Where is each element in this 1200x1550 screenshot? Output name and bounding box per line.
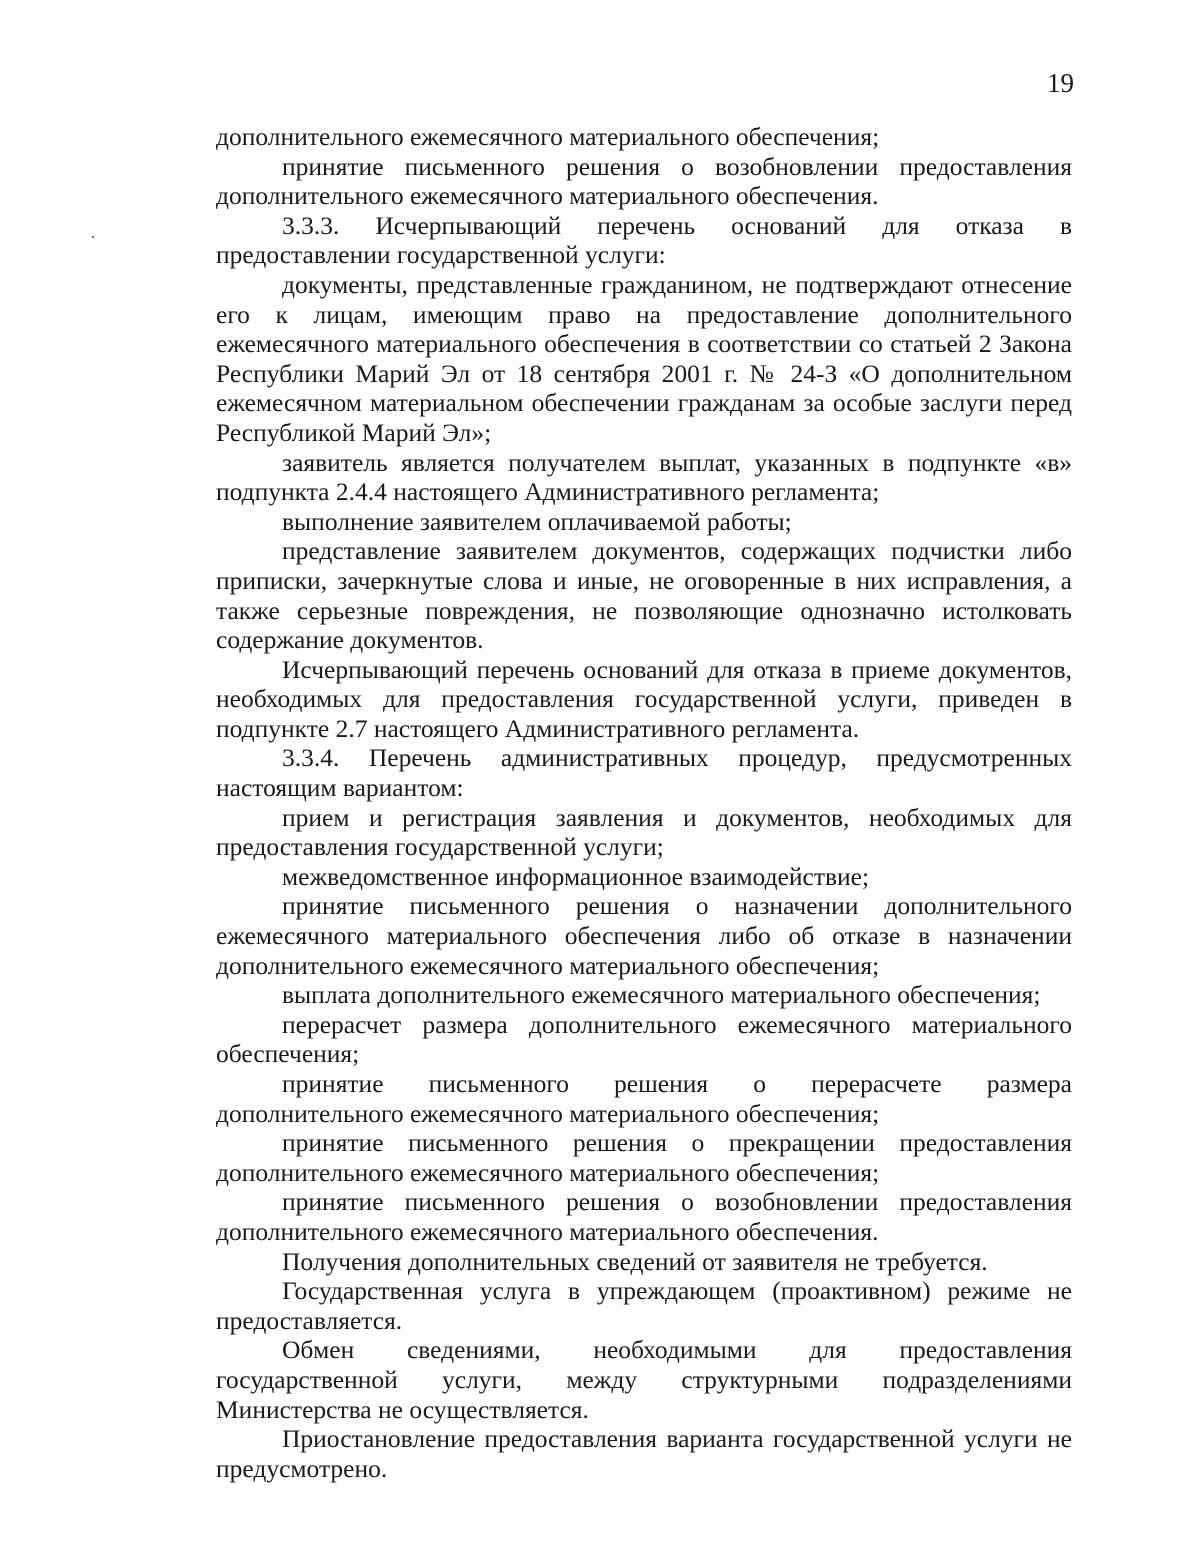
paragraph: представление заявителем документов, содержащих подчистки либо приписки, зачеркнутые слова и иные, не оговоренные в них исправления, а также серьезные повреждения, не позволяющие однозначно истолковать содержание документов. <box>216 536 1072 655</box>
scan-speck <box>92 236 94 238</box>
paragraph: документы, представленные гражданином, не подтверждают отнесение его к лицам, имеющим право на предоставление дополнительного ежемесячного материального обеспечения в соответствии со статьей 2 Закона Республики Марий Эл от 18 сентября 2001 г. № 24-З «О дополнительном ежемесячном материальном обеспечении гражданам за особые заслуги перед Республикой Марий Эл»; <box>216 269 1072 447</box>
paragraph: принятие письменного решения о назначении дополнительного ежемесячного материального обеспечения либо об отказе в назначении дополнительного ежемесячного материального обеспечения; <box>216 891 1072 980</box>
paragraph: принятие письменного решения о перерасчете размера дополнительного ежемесячного материального обеспечения; <box>216 1069 1072 1128</box>
paragraph: Исчерпывающий перечень оснований для отказа в приеме документов, необходимых для предоставления государственной услуги, приведен в подпункте 2.7 настоящего Административного регламента. <box>216 654 1072 743</box>
paragraph: принятие письменного решения о возобновлении предоставления дополнительного ежемесячного материального обеспечения. <box>216 1187 1072 1246</box>
paragraph: Обмен сведениями, необходимыми для предоставления государственной услуги, между структурными подразделениями Министерства не осуществляется. <box>216 1335 1072 1424</box>
paragraph: дополнительного ежемесячного материального обеспечения; <box>216 122 880 151</box>
section-heading-3-3-4: 3.3.4. Перечень административных процедур, предусмотренных настоящим вариантом: <box>216 743 1072 803</box>
page-number: 19 <box>1047 68 1074 98</box>
paragraph: прием и регистрация заявления и документов, необходимых для предоставления государственной услуги; <box>216 802 1072 862</box>
section-heading-3-3-3: 3.3.3. Исчерпывающий перечень оснований для отказа в предоставлении государственной услуги: <box>216 210 1072 270</box>
paragraph: выполнение заявителем оплачиваемой работы; <box>282 506 792 536</box>
document-body <box>216 122 1072 1483</box>
paragraph: перерасчет размера дополнительного ежемесячного материального обеспечения; <box>216 1009 1072 1069</box>
paragraph: Получения дополнительных сведений от заявителя не требуется. <box>282 1246 988 1276</box>
paragraph: Государственная услуга в упреждающем (проактивном) режиме не предоставляется. <box>216 1276 1072 1335</box>
paragraph: Приостановление предоставления варианта государственной услуги не предусмотрено. <box>216 1424 1072 1483</box>
paragraph: принятие письменного решения о прекращении предоставления дополнительного ежемесячного материального обеспечения; <box>216 1128 1072 1187</box>
paragraph: выплата дополнительного ежемесячного материального обеспечения; <box>282 980 1041 1010</box>
paragraph: межведомственное информационное взаимодействие; <box>282 861 870 891</box>
paragraph: принятие письменного решения о возобновлении предоставления дополнительного ежемесячного материального обеспечения. <box>216 151 1072 211</box>
paragraph: заявитель является получателем выплат, указанных в подпункте «в» подпункта 2.4.4 настоящего Административного регламента; <box>216 447 1072 507</box>
